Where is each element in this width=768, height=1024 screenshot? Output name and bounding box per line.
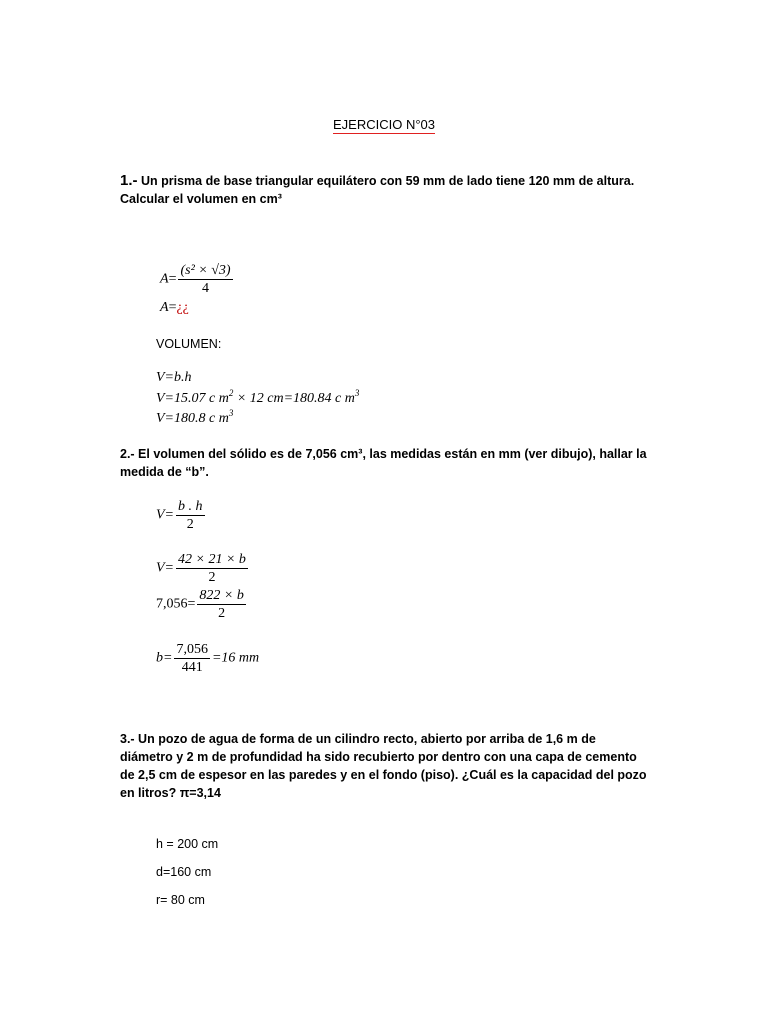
area-unknown: ¿¿ (176, 300, 189, 315)
area-denominator: 4 (202, 281, 210, 296)
question-1-line1: Un prisma de base triangular equilátero con 59 mm de lado tiene 120 mm de altura. (137, 174, 635, 188)
value-height: h = 200 cm (156, 837, 219, 851)
title-text: EJERCICIO N°03 (332, 117, 435, 132)
value-radius: r= 80 cm (156, 893, 205, 907)
question-3-line3: de 2,5 cm de espesor en las paredes y en el fondo (piso). ¿Cuál es la capacidad del pozo (120, 768, 647, 782)
page-title (0, 117, 768, 132)
question-2 (120, 445, 660, 481)
question-3-line4: en litros? π=3,14 (120, 786, 221, 800)
question-1-line2: Calcular el volumen en cm³ (120, 192, 282, 206)
volume-line-1: V=b.h (156, 370, 192, 385)
question-3 (120, 730, 660, 802)
area-formula: A= $\frac{\text{(s² × √3)}}{4}$ (160, 263, 231, 296)
volumen-label: VOLUMEN: (156, 337, 222, 351)
area-result: A=¿¿ (160, 300, 189, 315)
question-2-line2: medida de “b”. (120, 465, 209, 479)
question-2-line1: 2.- El volumen del sólido es de 7,056 cm³, las medidas están en mm (ver dibujo), hallar la (120, 447, 647, 461)
formula-substitution: V= $\frac{42 \times 21 \times b}{2}$ (156, 552, 246, 585)
question-1-number: 1.- (120, 172, 138, 189)
question-1 (120, 172, 660, 208)
question-3-line1: 3.- Un pozo de agua de forma de un cilindro recto, abierto por arriba de 1,6 m de (120, 732, 596, 746)
volume-line-2: V=15.07 c $m^2 \times 12$ cm=180.84 c $m^3$ (156, 388, 360, 406)
formula-v-bh: V= $\frac{b . h}{2}$ (156, 499, 203, 532)
question-3-line2: diámetro y 2 m de profundidad ha sido recubierto por dentro con una capa de cemento (120, 750, 637, 764)
volume-line-3: V=180.8 c $m^3$ (156, 408, 234, 426)
value-diameter: d=160 cm (156, 865, 212, 879)
formula-solution: b= $\frac{7,056}{441}$ =16 mm (156, 642, 260, 675)
area-numerator: (s² × √3) (180, 263, 231, 278)
formula-equation: 7,056= $\frac{822 \times b}{2}$ (156, 588, 244, 621)
